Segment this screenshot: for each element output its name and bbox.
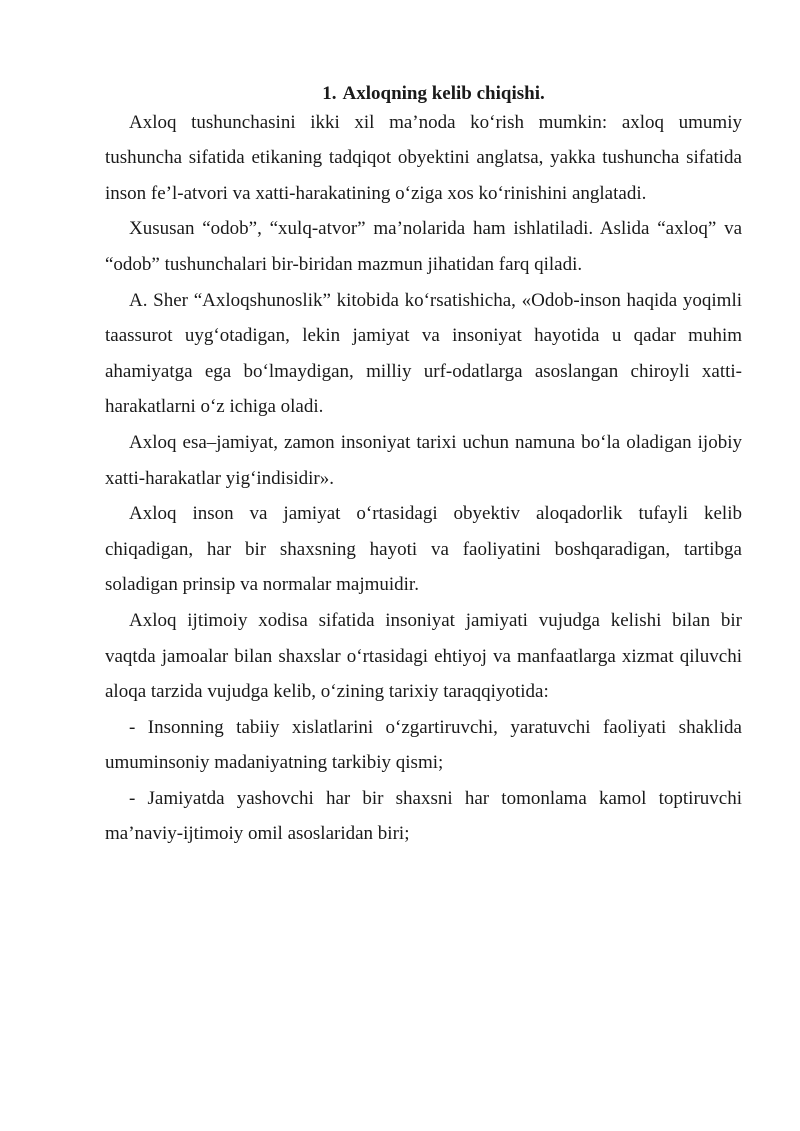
paragraph: Axloq inson va jamiyat o‘rtasidagi obyektiv aloqadorlik tufayli kelib chiqadigan, har bir shaxsning hayoti va faoliyatini boshqaradigan, tartibga soladigan prinsip va normalar majmuidir. — [105, 503, 742, 596]
document-body — [105, 76, 742, 852]
list-item: - Jamiyatda yashovchi har bir shaxsni har tomonlama kamol toptiruvchi ma’naviy-ijtimoiy omil asoslaridan biri; — [105, 787, 742, 845]
paragraph: Axloq tushunchasini ikki xil ma’noda ko‘rish mumkin: axloq umumiy tushuncha sifatida etikaning tadqiqot obyektini anglatsa, yakka tushuncha sifatida inson fe’l-atvori va xatti-harakatining o‘ziga xos ko‘rinishini anglatadi. — [105, 111, 742, 204]
paragraph: Axloq ijtimoiy xodisa sifatida insoniyat jamiyati vujudga kelishi bilan bir vaqtda jamoalar bilan shaxslar o‘rtasidagi ehtiyoj va manfaatlarga xizmat qiluvchi aloqa tarzida vujudga kelib, o‘zining tarixiy taraqqiyotida: — [105, 609, 742, 703]
section-title: Axloqning kelib chiqishi. — [342, 83, 545, 104]
list-item: - Insonning tabiiy xislatlarini o‘zgartiruvchi, yaratuvchi faoliyati shaklida umuminsoniy madaniyatning tarkibiy qismi; — [105, 716, 742, 774]
paragraph: Axloq esa–jamiyat, zamon insoniyat tarixi uchun namuna bo‘la oladigan ijobiy xatti-harakatlar yig‘indisidir». — [105, 431, 742, 489]
section-number: 1. — [322, 83, 337, 104]
paragraph: A. Sher “Axloqshunoslik” kitobida ko‘rsatishicha, «Odob-inson haqida yoqimli taassurot uyg‘otadigan, lekin jamiyat va insoniyat hayotida u qadar muhim ahamiyatga ega bo‘lmaydigan, milliy urf-odatlarga asoslangan chiroyli xatti-harakatlarni o‘z ichiga oladi. — [105, 289, 742, 418]
paragraph: Xususan “odob”, “xulq-atvor” ma’nolarida ham ishlatiladi. Aslida “axloq” va “odob” tushunchalari bir-biridan mazmun jihatidan farq qiladi. — [105, 218, 742, 275]
